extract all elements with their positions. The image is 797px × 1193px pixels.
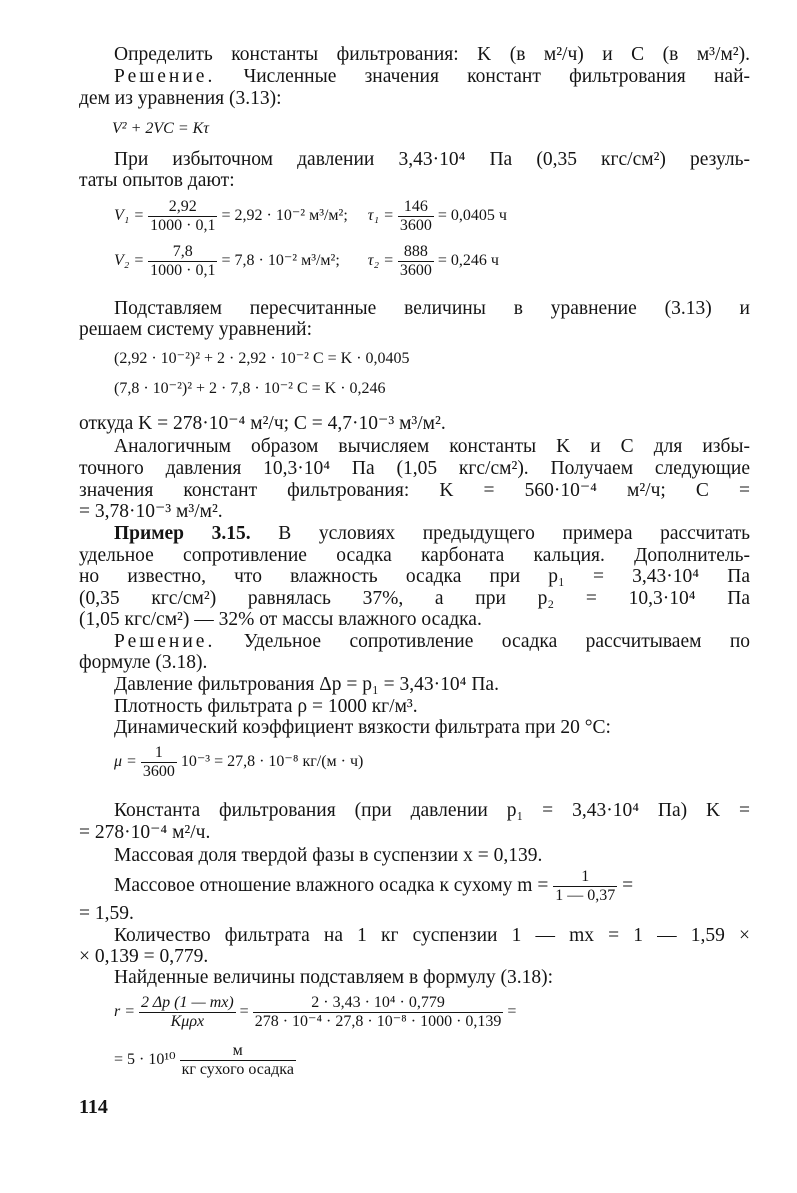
example-line-5: (1,05 кгс/см²) — 32% от массы влажного осадка. bbox=[79, 609, 482, 630]
system-equation-2: (7,8 · 10⁻²)² + 2 · 7,8 · 10⁻² C = K · 0,246 bbox=[114, 380, 386, 397]
filtrate-line-1: Количество фильтрата на 1 кг суспензии 1 — mx = 1 — 1,59 × bbox=[114, 925, 750, 946]
v2-fraction: $\frac{7,8}{1000 \cdot 0,1}$ bbox=[150, 243, 216, 279]
substitution-line: Найденные величины подставляем в формулу (3.18): bbox=[114, 967, 553, 988]
tau2-fraction: $\frac{888}{3600}$ bbox=[399, 243, 432, 279]
filtrate-line-2: × 0,139 = 0,779. bbox=[79, 946, 209, 967]
task-statement: Определить константы фильтрования: K (в м²/ч) и C (в м³/м²). bbox=[114, 44, 750, 65]
example-line-1: Пример 3.15. В условиях предыдущего примера рассчитать bbox=[114, 523, 751, 544]
constant-line-1: Константа фильтрования (при давлении p₁ = 3,43·10⁴ Па) K = bbox=[114, 800, 750, 821]
r-units-fraction: $\frac{м}{\text{кг сухого осадка}}$ bbox=[181, 1042, 294, 1078]
example-line-2: удельное сопротивление осадка карбоната кальция. Дополнитель- bbox=[79, 545, 750, 566]
pressure-delta-line: Давление фильтрования Δp = p₁ = 3,43·10⁴ Па. bbox=[114, 674, 499, 695]
analog-line-2: точного давления 10,3·10⁴ Па (1,05 кгс/см²). Получаем следующие bbox=[79, 458, 750, 479]
substitute-line-2: решаем систему уравнений: bbox=[79, 319, 313, 340]
system-equation-1: (2,92 · 10⁻²)² + 2 · 2,92 · 10⁻² C = K · 0,0405 bbox=[114, 350, 410, 367]
r-equation: r = $\frac{2 \Delta p (1 — mx)}{\text{Kμρx}}$ = $\frac{\text{2 · 3,43 · 10⁴ · 0,779}}{\text{278 · 10⁻⁴ · 27,8 · 10⁻⁸ · 1000 · 0,139}}$ = bbox=[114, 994, 517, 1030]
constant-line-2: = 278·10⁻⁴ м²/ч. bbox=[79, 822, 211, 843]
example-title: Пример 3.15. bbox=[114, 523, 251, 544]
r-result: = 5 · 10¹⁰ $\frac{м}{\text{кг сухого осадка}}$ bbox=[114, 1042, 294, 1078]
mass-ratio-line: Массовое отношение влажного осадка к сухому m = $\frac{1}{1 — 0,37}$ = bbox=[114, 868, 634, 904]
solution-1-line-2: дем из уравнения (3.13): bbox=[79, 88, 282, 109]
density-line: Плотность фильтрата ρ = 1000 кг/м³. bbox=[114, 696, 418, 717]
page-number: 114 bbox=[79, 1096, 108, 1118]
mu-equation: μ = $\frac{1}{3600}$ 10⁻³ = 27,8 · 10⁻⁸ кг/(м · ч) bbox=[114, 744, 364, 780]
analog-line-4: = 3,78·10⁻³ м³/м². bbox=[79, 501, 223, 522]
mass-fraction-line: Массовая доля твердой фазы в суспензии x = 0,139. bbox=[114, 845, 543, 866]
equation-3-13: V² + 2VC = Kτ bbox=[112, 120, 210, 137]
viscosity-line: Динамический коэффициент вязкости фильтрата при 20 °C: bbox=[114, 717, 611, 738]
mu-fraction: $\frac{1}{3600}$ bbox=[142, 744, 175, 780]
substitute-line-1: Подставляем пересчитанные величины в уравнение (3.13) и bbox=[114, 298, 750, 319]
solution-1-line-1: Решение. Численные значения констант фильтрования най- bbox=[114, 66, 751, 87]
analog-line-3: значения констант фильтрования: K = 560·10⁻⁴ м²/ч; C = bbox=[79, 480, 750, 501]
example-line-3: но известно, что влажность осадка при p₁ = 3,43·10⁴ Па bbox=[79, 566, 750, 587]
v1-fraction: $\frac{2,92}{1000 \cdot 0,1}$ bbox=[150, 198, 216, 234]
solution-2-line-1: Решение. Удельное сопротивление осадка рассчитываем по bbox=[114, 631, 751, 652]
example-line-4: (0,35 кгс/см²) равнялась 37%, а при p₂ = 10,3·10⁴ Па bbox=[79, 588, 750, 609]
analog-line-1: Аналогичным образом вычисляем константы K и C для избы- bbox=[114, 436, 750, 457]
r-symbolic-fraction: $\frac{2 \Delta p (1 — mx)}{\text{Kμρx}}$ bbox=[141, 994, 234, 1030]
solution-label: Решение. bbox=[114, 66, 216, 87]
pressure-line-2: таты опытов дают: bbox=[79, 170, 235, 191]
pressure-line-1: При избыточном давлении 3,43·10⁴ Па (0,35 кгс/см²) резуль- bbox=[114, 149, 750, 170]
mass-ratio-result: = 1,59. bbox=[79, 903, 134, 924]
v1-equation: V₁ = $\frac{2,92}{1000 \cdot 0,1}$ = 2,92 · 10⁻² м³/м²; τ₁ = $\frac{146}{3600}$ = 0,0405 ч bbox=[114, 198, 507, 234]
result-k-c: откуда K = 278·10⁻⁴ м²/ч; C = 4,7·10⁻³ м³/м². bbox=[79, 413, 446, 434]
r-numeric-fraction: $\frac{\text{2 · 3,43 · 10⁴ · 0,779}}{\text{278 · 10⁻⁴ · 27,8 · 10⁻⁸ · 1000 · 0,139}}$ bbox=[254, 994, 502, 1030]
mass-ratio-fraction: $\frac{1}{1 — 0,37}$ bbox=[555, 868, 616, 904]
tau1-fraction: $\frac{146}{3600}$ bbox=[399, 198, 432, 234]
solution-label: Решение. bbox=[114, 631, 216, 652]
v2-equation: V₂ = $\frac{7,8}{1000 \cdot 0,1}$ = 7,8 · 10⁻² м³/м²; τ₂ = $\frac{888}{3600}$ = 0,246 ч bbox=[114, 243, 499, 279]
solution-2-line-2: формуле (3.18). bbox=[79, 652, 208, 673]
